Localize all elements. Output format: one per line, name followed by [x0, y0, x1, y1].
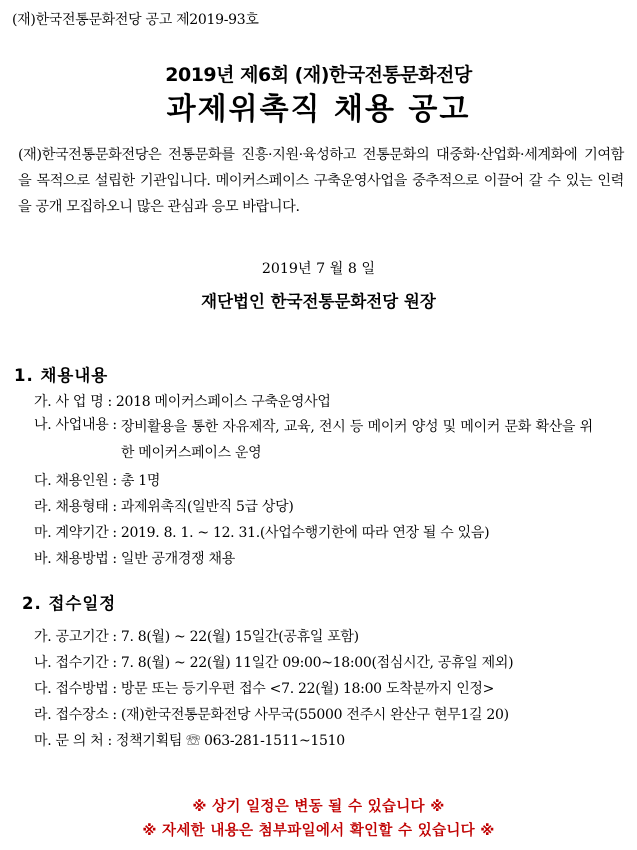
item-value: 일반 공개경쟁 채용 — [120, 551, 235, 567]
item-value: 방문 또는 등기우편 접수 <7. 22(월) 18:00 도착분까지 인정> — [120, 681, 495, 697]
item-value: 총 1명 — [120, 473, 161, 489]
item-separator: : — [112, 473, 117, 489]
item-separator: : — [107, 394, 112, 410]
item-label: 라. 접수장소 — [34, 707, 109, 723]
item-label: 바. 채용방법 — [34, 551, 109, 567]
item-separator: : — [112, 681, 117, 697]
item-label: 가. 사 업 명 — [34, 394, 104, 410]
recruitment-item — [34, 522, 489, 542]
item-value: 과제위촉직(일반직 5급 상당) — [120, 499, 294, 515]
announcement-title: 과제위촉직 채용 공고 — [166, 92, 471, 127]
schedule-item — [34, 652, 513, 672]
item-label: 가. 공고기간 — [34, 629, 109, 645]
item-value: 2018 메이커스페이스 구축운영사업 — [115, 394, 331, 410]
item-value: (재)한국전통문화전당 사무국(55000 전주시 완산구 현무1길 20) — [120, 707, 509, 723]
schedule-change-notice: ※ 상기 일정은 변동 될 수 있습니다 ※ — [192, 799, 445, 815]
schedule-item — [34, 626, 359, 646]
intro-paragraph: (재)한국전통문화전당은 전통문화를 진흥·지원·육성하고 전통문화의 대중화·산업화·세계화에 기여함을 목적으로 설립한 기관입니다. 메이커스페이스 구축운영사업을 중추적으로 이끌어 갈 수 있는 인력을 공개 모집하오니 많은 관심과 응모 바랍니다. — [18, 147, 624, 215]
attachment-notice: ※ 자세한 내용은 첨부파일에서 확인할 수 있습니다 ※ — [142, 823, 495, 839]
item-value: 장비활용을 통한 자유제작, 교육, 전시 등 메이커 양성 및 메이커 문화 확산을 위한 메이커스페이스 운영 — [120, 419, 593, 461]
item-separator: : — [112, 655, 117, 671]
recruitment-item — [34, 470, 160, 490]
issuing-organization: 재단법인 한국전통문화전당 원장 — [201, 292, 436, 311]
item-value: 정책기획팀 ☏ 063-281-1511~1510 — [115, 733, 345, 749]
item-separator: : — [112, 551, 117, 567]
section-heading-schedule: 2. 접수일정 — [22, 594, 117, 613]
schedule-item — [34, 678, 494, 698]
item-separator: : — [112, 417, 117, 433]
item-separator: : — [112, 707, 117, 723]
item-label: 마. 문 의 처 — [34, 733, 104, 749]
schedule-item — [34, 704, 509, 724]
item-separator: : — [112, 499, 117, 515]
item-label: 라. 채용형태 — [34, 499, 109, 515]
item-separator: : — [112, 525, 117, 541]
item-label: 다. 접수방법 — [34, 681, 109, 697]
recruitment-item — [34, 414, 624, 466]
announcement-date: 2019년 7 월 8 일 — [261, 261, 376, 277]
item-label: 나. 사업내용 — [34, 417, 109, 433]
item-label: 마. 계약기간 — [34, 525, 109, 541]
recruitment-item — [34, 548, 235, 568]
announcement-subtitle: 2019년 제6회 (재)한국전통문화전당 — [165, 64, 472, 86]
item-separator: : — [107, 733, 112, 749]
item-value: 7. 8(월) ~ 22(월) 15일간(공휴일 포함) — [120, 629, 359, 645]
item-value: 2019. 8. 1. ~ 12. 31.(사업수행기한에 따라 연장 될 수 있음) — [120, 525, 490, 541]
recruitment-item — [34, 391, 331, 411]
item-label: 나. 접수기간 — [34, 655, 109, 671]
document-number: (재)한국전통문화전당 공고 제2019-93호 — [12, 12, 259, 28]
recruitment-item — [34, 496, 294, 516]
item-value: 7. 8(월) ~ 22(월) 11일간 09:00~18:00(점심시간, 공휴일 제외) — [120, 655, 514, 671]
section-heading-recruitment: 1. 채용내용 — [14, 366, 109, 385]
item-separator: : — [112, 629, 117, 645]
schedule-item — [34, 730, 345, 750]
item-label: 다. 채용인원 — [34, 473, 109, 489]
